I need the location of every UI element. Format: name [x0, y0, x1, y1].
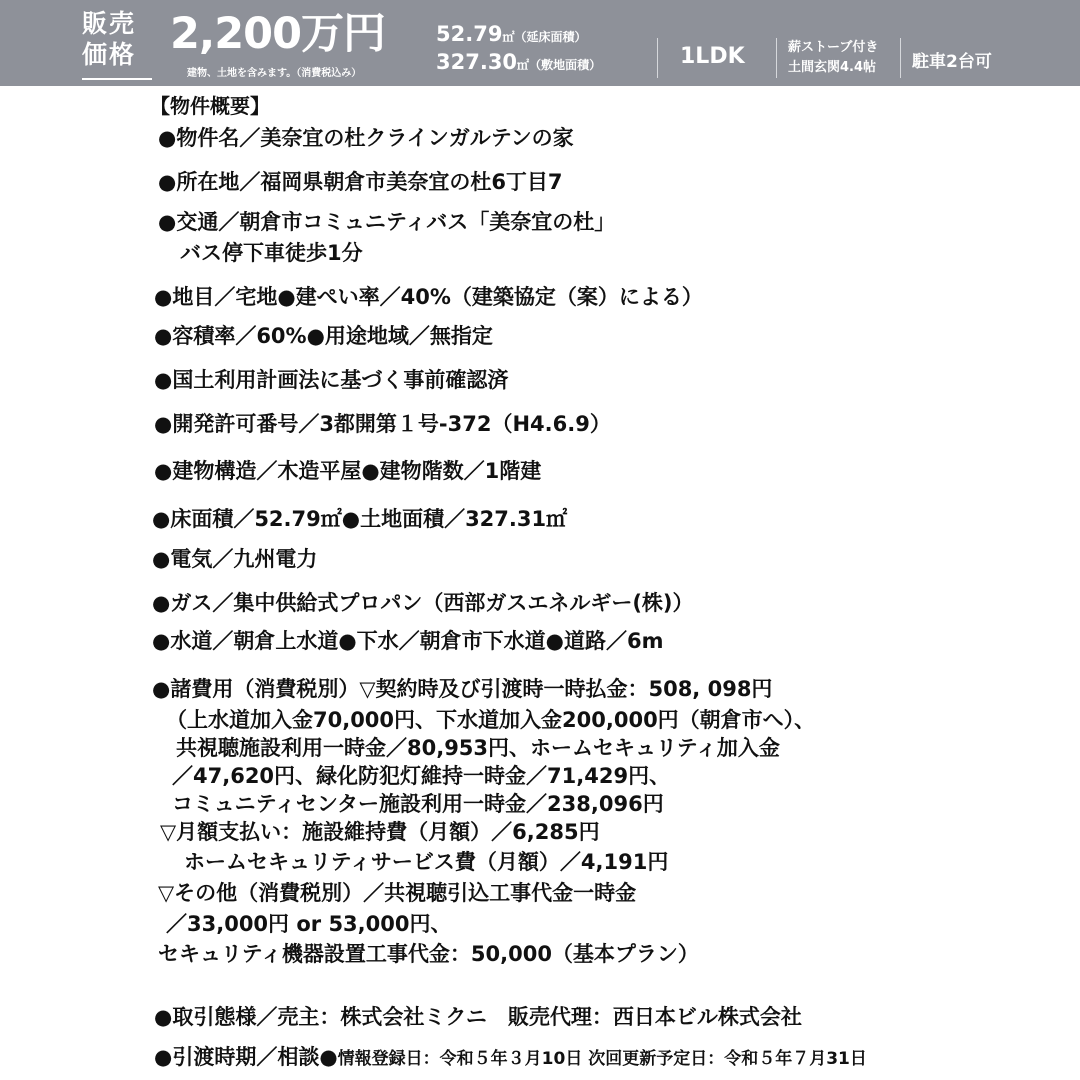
land-area-note: （敷地面積）	[529, 58, 602, 72]
transaction-type: ●取引態様／売主：株式会社ミクニ 販売代理：西日本ビル株式会社	[154, 1005, 802, 1029]
floor-area-value: 52.79	[436, 22, 503, 46]
monthly-line-2: ホームセキュリティサービス費（月額）／4,191円	[184, 850, 669, 874]
areas: ●床面積／52.79㎡●土地面積／327.31㎡	[152, 507, 568, 531]
access-line-2: バス停下車徒歩1分	[180, 241, 363, 265]
fees-line-2: （上水道加入金70,000円、下水道加入金200,000円（朝倉市へ）、	[166, 708, 816, 732]
price-note: 建物、土地を含みます。（消費税込み）	[187, 68, 362, 79]
water-sewer-road: ●水道／朝倉上水道●下水／朝倉市下水道●道路／6m	[152, 629, 664, 653]
handover-info: 情報登録日：令和５年３月10日 次回更新予定日：令和５年７月31日	[337, 1049, 867, 1069]
floor-area-unit: ㎡	[502, 30, 515, 44]
property-name: ●物件名／美奈宜の杜クラインガルテンの家	[158, 126, 574, 150]
fees-line-3: 共視聴施設利用一時金／80,953円、ホームセキュリティ加入金	[176, 736, 780, 760]
stove-feature-line-2: 土間玄関4.4帖	[788, 60, 877, 75]
floor-area-note: （延床面積）	[514, 30, 587, 44]
land-area-value: 327.30	[436, 50, 518, 74]
price-label-line-2: 価格	[82, 40, 137, 69]
fees-line-4: ／47,620円、緑化防犯灯維持一時金／71,429円、	[172, 764, 671, 788]
overview-heading: 【物件概要】	[150, 94, 270, 118]
price-value: 2,200万円	[170, 9, 386, 59]
gas: ●ガス／集中供給式プロパン（西部ガスエネルギー(株)）	[152, 591, 694, 615]
other-line-1: ▽その他（消費税別）／共視聴引込工事代金一時金	[158, 881, 637, 905]
other-line-2: ／33,000円 or 53,000円、	[166, 912, 452, 936]
monthly-line-1: ▽月額支払い：施設維持費（月額）／6,285円	[160, 820, 600, 844]
land-area-unit: ㎡	[517, 58, 530, 72]
land-category: ●地目／宅地●建ぺい率／40%（建築協定（案）による）	[154, 285, 703, 309]
fees-line-1: ●諸費用（消費税別）▽契約時及び引渡時一時払金：508, 098円	[152, 677, 773, 701]
building-structure: ●建物構造／木造平屋●建物階数／1階建	[154, 459, 542, 483]
parking-info: 駐車2台可	[912, 52, 992, 72]
location: ●所在地／福岡県朝倉市美奈宜の杜6丁目7	[158, 170, 563, 194]
land-use: ●国土利用計画法に基づく事前確認済	[154, 368, 509, 392]
floor-ratio: ●容積率／60%●用途地域／無指定	[154, 324, 493, 348]
handover	[154, 1043, 867, 1073]
access-line-1: ●交通／朝倉市コミュニティバス「美奈宜の杜」	[158, 210, 616, 234]
fees-line-5: コミュニティセンター施設利用一時金／238,096円	[172, 792, 664, 816]
layout-type: 1LDK	[680, 44, 745, 69]
stove-feature-line-1: 薪ストーブ付き	[788, 40, 879, 55]
other-line-3: セキュリティ機器設置工事代金：50,000（基本プラン）	[158, 942, 699, 966]
price-label-line-1: 販売	[82, 9, 137, 38]
handover-prefix: ●引渡時期／相談●	[154, 1045, 338, 1069]
electricity: ●電気／九州電力	[152, 547, 318, 571]
development-permit: ●開発許可番号／3都開第１号-372（H4.6.9）	[154, 412, 611, 436]
